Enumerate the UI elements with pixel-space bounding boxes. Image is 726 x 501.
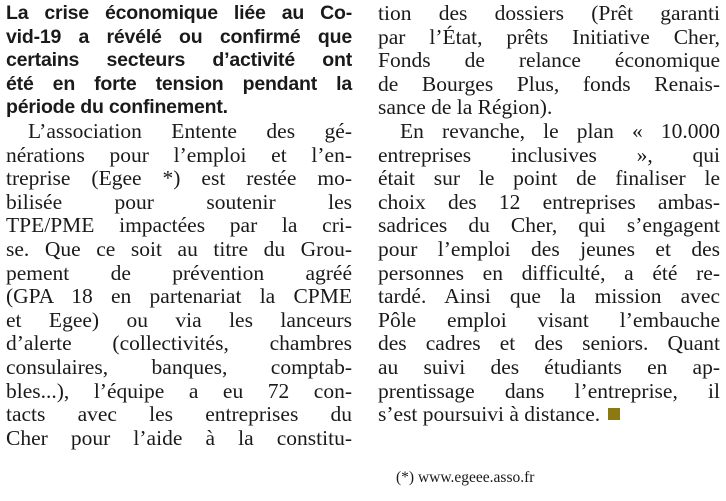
left-column — [6, 2, 352, 450]
body-line: treprise (Egee *) est restée mo- — [6, 166, 352, 191]
body-line: entreprises inclusives », qui — [378, 142, 720, 167]
body-line: tardé. Ainsi que la mission avec — [378, 284, 720, 309]
body-line: prentissage dans l’entreprise, il — [378, 378, 720, 403]
body-line: nérations pour l’emploi et l’en- — [6, 142, 352, 167]
end-of-article-square-icon — [608, 408, 620, 420]
body-line: tacts avec les entreprises du — [6, 402, 352, 427]
body-line: consulaires, banques, comptab- — [6, 354, 352, 379]
body-line: pement de prévention agréé — [6, 260, 352, 285]
chapo-line: certains secteurs d’activité ont — [6, 49, 352, 72]
body-line: choix des 12 entreprises ambas- — [378, 189, 720, 214]
body-line: d’alerte (collectivités, chambres — [6, 331, 352, 356]
body-line: et Egee) ou via les lanceurs — [6, 307, 352, 332]
body-line: L’association Entente des gé- — [28, 118, 352, 143]
chapo-line: La crise économique liée au Co- — [6, 2, 352, 24]
body-line: était sur le point de finaliser le — [378, 166, 720, 191]
body-line: par l’État, prêts Initiative Cher, — [378, 24, 720, 49]
body-line: tion des dossiers (Prêt garanti — [378, 1, 720, 25]
chapo-line: période du confinement. — [6, 96, 228, 119]
body-line: personnes en difficulté, a été re- — [378, 260, 720, 285]
body-paragraph-2 — [378, 120, 720, 427]
body-line-final — [378, 403, 720, 427]
body-line: En revanche, le plan « 10.000 — [400, 118, 720, 143]
chapo-line: vid-19 a révélé ou confirmé que — [6, 25, 352, 48]
chapo — [6, 2, 352, 120]
body-line: TPE/PME impactées par la cri- — [6, 213, 352, 238]
body-line: pour l’emploi des jeunes et des — [378, 236, 720, 261]
body-line: Cher pour l’aide à la constitu- — [6, 425, 352, 450]
body-line: de Bourges Plus, fonds Renais- — [378, 71, 720, 96]
body-line: bilisée pour soutenir les — [6, 189, 352, 214]
body-paragraph-1 — [6, 120, 352, 450]
body-line: Fonds de relance économique — [378, 48, 720, 73]
body-line: sadrices du Cher, qui s’engagent — [378, 213, 720, 238]
right-column — [378, 2, 720, 427]
chapo-line: été en forte tension pendant la — [6, 72, 352, 95]
footnote: (*) www.egeee.asso.fr — [396, 469, 535, 486]
body-line: sance de la Région). — [378, 95, 553, 120]
body-line: au suivi des étudiants en ap- — [378, 354, 720, 379]
body-line: Pôle emploi visant l’embauche — [378, 307, 720, 332]
body-line: (GPA 18 en partenariat la CPME — [6, 284, 352, 309]
body-line-text: s’est poursuivi à distance. — [378, 402, 601, 427]
body-line: des cadres et des seniors. Quant — [378, 331, 720, 356]
body-line: se. Que ce soit au titre du Grou- — [6, 236, 352, 261]
body-paragraph-1-continued — [378, 2, 720, 120]
body-line: bles...), l’équipe a eu 72 con- — [6, 378, 352, 403]
